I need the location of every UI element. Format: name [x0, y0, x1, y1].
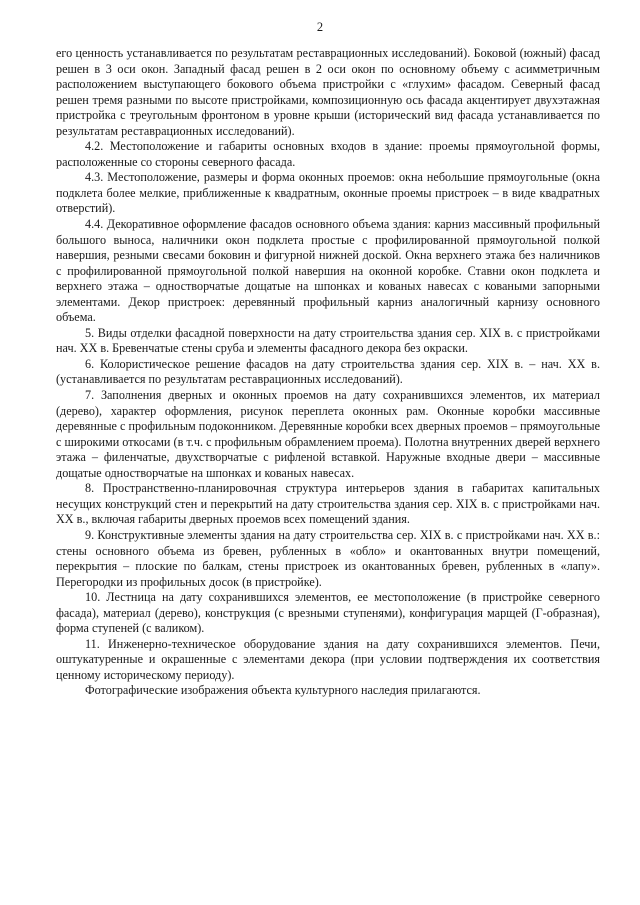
- paragraph-4-2-entrances: 4.2. Местоположение и габариты основных входов в здание: проемы прямоугольной формы, расположенные со стороны северного фасада.: [56, 139, 600, 169]
- paragraph-4-4-decoration: 4.4. Декоративное оформление фасадов основного объема здания: карниз массивный профильный большого выноса, наличники окон подклета простые с профилированной прямоугольной полкой навершия, резными свесами боковин и фигурной нижней доской. Окна верхнего этажа без наличников с профилированной прямоугольной полкой навершия на оконной коробке. Ставни окон подклета и верхнего этажа – одностворчатые дощатые на шпонках и кованых навесах с коваными запорными элементами. Декор пристроек: деревянный профильный карниз аналогичный карнизу основного объема.: [56, 217, 600, 325]
- paragraph-8-interior-structure: 8. Пространственно-планировочная структура интерьеров здания в габаритах капитальных несущих конструкций стен и перекрытий на дату строительства здания сер. XIX в. с пристройками нач. XX в., включая габариты дверных проемов всех помещений здания.: [56, 481, 600, 527]
- paragraph-photos-attached: Фотографические изображения объекта культурного наследия прилагаются.: [85, 683, 481, 698]
- paragraph-continuation-facades: его ценность устанавливается по результатам реставрационных исследований). Боковой (южный) фасад решен в 3 оси окон. Западный фасад решен в 2 оси окон по основному объему с асимметричным расположением выступающего бокового объема пристройки с «глухим» фасадом. Северный фасад решен тремя разными по высоте пристройками, композиционную ось фасада акцентирует двухэтажная пристройка с треугольным фронтоном в уровне крыши (исторический вид фасада устанавливается по результатам реставрационных исследований).: [56, 46, 600, 138]
- paragraph-7-fillings: 7. Заполнения дверных и оконных проемов на дату сохранившихся элементов, их материал (дерево), характер оформления, рисунок переплета оконных рам. Оконные коробки массивные деревянные с профильным подоконником. Деревянные коробки всех дверных проемов – прямоугольные с широкими откосами (в т.ч. с профильным обрамлением проема). Полотна внутренних дверей верхнего этажа – филенчатые, двухстворчатые с рифленой вставкой. Наружные входные двери – массивные дощатые одностворчатые на шпонках и кованых навесах.: [56, 388, 600, 480]
- paragraph-10-staircase: 10. Лестница на дату сохранившихся элементов, ее местоположение (в пристройке северного фасада), материал (дерево), конструкция (с врезными ступенями), конфигурация марщей (Г-образная), форма ступеней (с валиком).: [56, 590, 600, 636]
- document-body: [56, 46, 600, 699]
- paragraph-11-engineering: 11. Инженерно-техническое оборудование здания на дату сохранившихся элементов. Печи, оштукатуренные и окрашенные с элементами декора (при условии подтверждения их соответствия ценному историческому периоду).: [56, 636, 600, 682]
- page-number: 2: [316, 20, 324, 34]
- paragraph-5-finishing: 5. Виды отделки фасадной поверхности на дату строительства здания сер. XIX в. с пристройками нач. XX в. Бревенчатые стены сруба и элементы фасадного декора без окраски.: [56, 325, 600, 356]
- paragraph-4-3-windows: 4.3. Местоположение, размеры и форма оконных проемов: окна небольшие прямоугольные (окна подклета более мелкие, приближенные к квадратным, оконные проемы пристроек – в виде квадратных отверстий).: [56, 170, 600, 216]
- paragraph-6-color-scheme: 6. Колористическое решение фасадов на дату строительства здания сер. XIX в. – нач. XX в. (устанавливается по результатам реставрационных исследований).: [56, 356, 600, 387]
- paragraph-9-structural-elements: 9. Конструктивные элементы здания на дату строительства сер. XIX в. с пристройками нач. XX в.: стены основного объема из бревен, рубленных в «обло» и окантованных внутри помещений, перекрытия – плоские по балкам, стены пристроек из окантованных бревен, рубленных в «лапу». Перегородки из профильных досок (в пристройке).: [56, 527, 600, 589]
